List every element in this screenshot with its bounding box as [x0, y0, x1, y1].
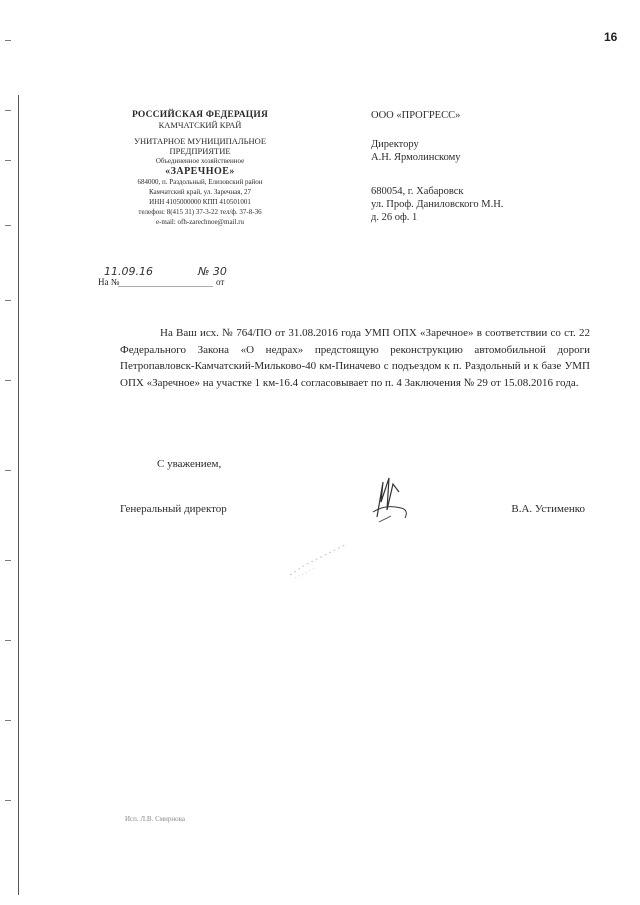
sender-country: РОССИЙСКАЯ ФЕДЕРАЦИЯ — [131, 110, 269, 120]
margin-tick — [5, 110, 11, 111]
executor-note: Исп. Л.В. Смирнова — [125, 815, 185, 823]
margin-tick — [5, 40, 11, 41]
margin-tick — [5, 225, 11, 226]
binding-margin-line — [18, 95, 19, 895]
signatory-name: В.А. Устименко — [511, 503, 585, 515]
sender-org-type: ПРЕДПРИЯТИЕ — [169, 146, 231, 156]
recipient-name: А.Н. Ярмолинскому — [371, 152, 461, 163]
handwritten-number: № 30 — [198, 265, 227, 278]
sender-org-type: Объединенное хозяйственное — [155, 157, 245, 165]
sender-phones: телефон: 8(415 31) 37-3-22 тел/ф. 37-8-36 — [138, 208, 262, 216]
sender-letterhead — [96, 110, 304, 227]
letter-body: На Ваш исх. № 764/ПО от 31.08.2016 года УМП ОПХ «Заречное» в соответствии со ст. 22 Федерального Закона «О недрах» предстоящую реконструкцию автомобильной дороги Петропавловск-Камчатский-Мильково-40 км-Пиначево с подъездом к п. Раздольный и к базе УМП ОПХ «Заречное» на участке 1 км-16.4 согласовывает по п. 4 Заключения № 29 от 15.08.2016 года. — [120, 327, 590, 389]
page-number: 16 — [604, 30, 618, 44]
reference-label: На № — [98, 277, 120, 287]
margin-tick — [5, 560, 11, 561]
reference-underline — [118, 286, 213, 287]
faint-marks — [285, 540, 355, 580]
margin-tick — [5, 380, 11, 381]
margin-tick — [5, 640, 11, 641]
reference-suffix: от — [216, 277, 225, 287]
sender-org-name: «ЗАРЕЧНОЕ» — [165, 166, 235, 177]
recipient-street: ул. Проф. Даниловского М.Н. — [371, 199, 504, 210]
signatory-title: Генеральный директор — [120, 503, 227, 515]
handwritten-signature — [355, 472, 425, 532]
closing: С уважением, — [157, 458, 222, 470]
margin-tick — [5, 720, 11, 721]
sender-address: 684000, п. Раздольный, Елизовский район — [137, 178, 263, 186]
recipient-position: Директору — [371, 139, 419, 150]
margin-tick — [5, 160, 11, 161]
sender-region: КАМЧАТСКИЙ КРАЙ — [158, 120, 242, 130]
handwritten-date: 11.09.16 — [104, 265, 153, 278]
sender-ids: ИНН 4105000000 КПП 410501001 — [149, 198, 251, 206]
sender-org-type: УНИТАРНОЕ МУНИЦИПАЛЬНОЕ — [133, 136, 267, 146]
sender-address: Камчатский край, ул. Заречная, 27 — [148, 188, 252, 196]
recipient-building: д. 26 оф. 1 — [371, 212, 418, 223]
recipient-company: ООО «ПРОГРЕСС» — [371, 110, 461, 121]
sender-email: e-mail: ofh-zarechnoe@mail.ru — [155, 218, 245, 226]
recipient-block — [371, 110, 571, 225]
recipient-postal: 680054, г. Хабаровск — [371, 186, 464, 197]
outgoing-date-number — [98, 265, 308, 289]
margin-tick — [5, 470, 11, 471]
margin-tick — [5, 300, 11, 301]
margin-tick — [5, 800, 11, 801]
